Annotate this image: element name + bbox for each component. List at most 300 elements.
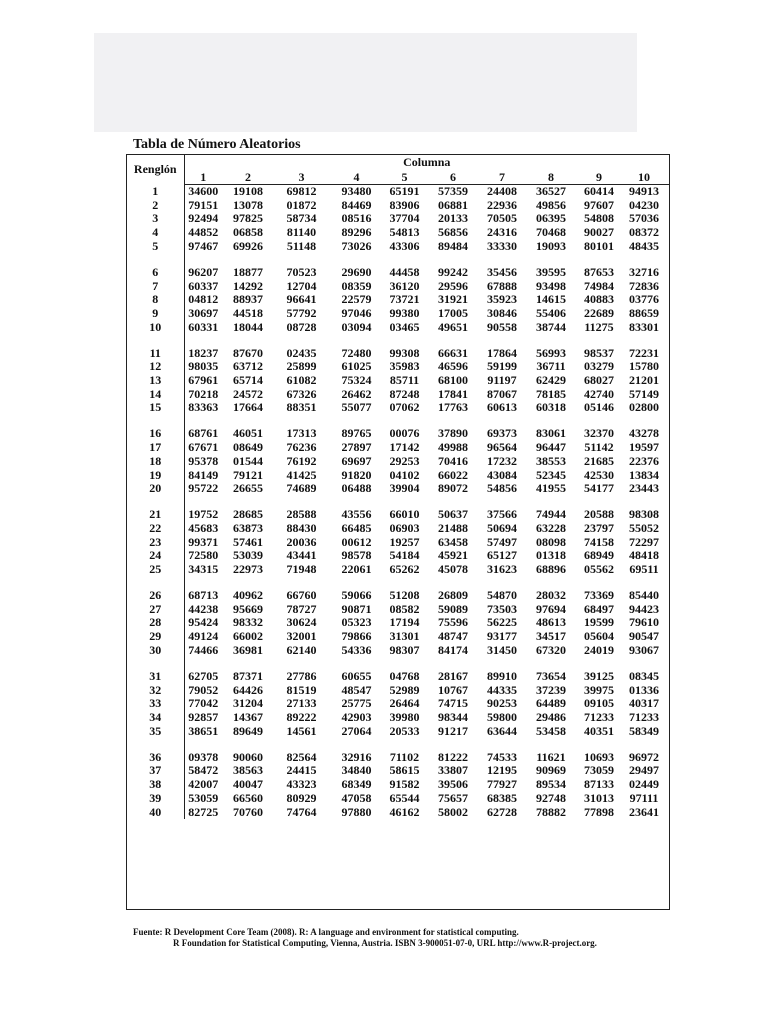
table-cell: 37890 [438,426,468,441]
table-cell: 88351 [286,400,317,415]
table-cell: 17232 [487,453,517,468]
table-cell: 38563 [233,763,263,778]
table-cell: 84149 [188,467,219,482]
table-cell: 08359 [341,278,372,293]
table-cell: 83301 [629,319,659,334]
table-row [127,307,669,321]
table-cell: 52989 [389,682,420,697]
row-number-cell: 16 [127,427,184,441]
table-cell: 50637 [438,507,468,522]
group-spacer-row [127,334,669,346]
table-cell: 65262 [389,562,420,577]
table-cell: 98308 [629,507,659,522]
table-cell: 97880 [341,804,372,819]
table-cell: 66022 [438,467,468,482]
row-number-cell: 26 [127,589,184,603]
table-cell: 99371 [188,534,219,549]
table-row [127,508,669,522]
table-cell: 96564 [487,440,517,455]
table-cell: 08582 [389,601,420,616]
table-cell: 00076 [389,426,420,441]
table-cell: 91217 [438,723,468,738]
table-row [127,455,669,469]
row-number-cell: 21 [127,508,184,522]
table-cell: 57149 [629,386,659,401]
table-cell: 88659 [629,305,659,320]
table-cell: 66560 [233,790,263,805]
table-cell: 73026 [341,238,372,253]
table-cell: 95378 [188,453,219,468]
table-cell: 43556 [341,507,372,522]
table-cell: 48547 [341,682,372,697]
table-cell: 54870 [487,588,517,603]
table-cell: 04230 [629,197,659,212]
table-cell: 92857 [188,709,219,724]
table-cell: 42530 [584,467,614,482]
source-footnote [133,927,597,949]
table-cell: 90547 [629,629,659,644]
table-cell: 73721 [389,292,420,307]
table-row [127,644,669,658]
table-cell: 67320 [536,642,566,657]
table-cell: 54856 [487,481,517,496]
table-row [127,563,669,577]
table-cell: 24408 [487,184,517,198]
table-cell: 99242 [438,264,468,279]
table-cell: 77927 [487,777,517,792]
table-cell: 82564 [286,749,317,764]
table-cell: 79866 [341,629,372,644]
table-cell: 27786 [286,668,317,683]
spacer-cell [184,334,669,346]
table-cell: 17864 [487,345,517,360]
table-cell: 81140 [286,225,317,240]
row-number-cell: 35 [127,725,184,739]
table-cell: 31450 [487,642,517,657]
table-cell: 66760 [286,588,317,603]
table-row [127,670,669,684]
table-cell: 74533 [487,749,517,764]
table-cell: 98332 [233,615,263,630]
table-cell: 91582 [389,777,420,792]
table-cell: 77042 [188,696,219,711]
row-number-cell: 10 [127,321,184,335]
column-number-header: 10 [619,170,669,185]
page-title: Tabla de Número Aleatorios [133,137,301,152]
table-cell: 53059 [188,790,219,805]
table-cell: 03094 [341,319,372,334]
spacer-cell [127,738,184,750]
table-cell: 89484 [438,238,468,253]
table-cell: 05562 [584,562,614,577]
row-number-cell: 34 [127,711,184,725]
table-cell: 28167 [438,668,468,683]
table-cell: 66485 [341,520,372,535]
table-cell: 60318 [536,400,566,415]
table-cell: 27133 [286,696,317,711]
row-number-cell: 2 [127,199,184,213]
table-cell: 17664 [233,400,263,415]
table-cell: 61025 [341,359,372,374]
table-cell: 54177 [584,481,614,496]
table-cell: 26809 [438,588,468,603]
table-cell: 15780 [629,359,659,374]
table-cell: 93067 [629,642,659,657]
table-cell: 22061 [341,562,372,577]
table-cell: 59800 [487,709,517,724]
table-cell: 42007 [188,777,219,792]
table-cell: 08372 [629,225,659,240]
table-cell: 89072 [438,481,468,496]
table-row [127,293,669,307]
column-number-header: 6 [425,170,481,185]
table-cell: 43306 [389,238,420,253]
table-cell: 68385 [487,790,517,805]
table-cell: 03279 [584,359,614,374]
table-cell: 13078 [233,197,263,212]
table-cell: 73503 [487,601,517,616]
table-row [127,388,669,402]
table-cell: 29690 [341,264,372,279]
table-cell: 69373 [487,426,517,441]
table-cell: 20588 [584,507,614,522]
table-cell: 63712 [233,359,263,374]
table-cell: 63873 [233,520,263,535]
table-cell: 29596 [438,278,468,293]
table-cell: 45921 [438,548,468,563]
column-number-header: 1 [184,170,222,185]
table-cell: 19752 [188,507,219,522]
row-number-cell: 28 [127,616,184,630]
table-cell: 51148 [286,238,317,253]
table-cell: 34840 [341,763,372,778]
table-cell: 72297 [629,534,659,549]
table-cell: 72231 [629,345,659,360]
table-cell: 43441 [286,548,317,563]
table-cell: 27064 [341,723,372,738]
table-cell: 56225 [487,615,517,630]
table-cell: 93480 [341,184,372,198]
table-cell: 25899 [286,359,317,374]
column-number-header: 3 [274,170,329,185]
table-cell: 51208 [389,588,420,603]
table-cell: 17763 [438,400,468,415]
table-cell: 46051 [233,426,263,441]
table-cell: 55052 [629,520,659,535]
table-cell: 95722 [188,481,219,496]
table-cell: 36981 [233,642,263,657]
table-cell: 26464 [389,696,420,711]
table-cell: 88937 [233,292,263,307]
table-cell: 98344 [438,709,468,724]
table-cell: 39595 [536,264,566,279]
table-cell: 74764 [286,804,317,819]
table-cell: 62705 [188,668,219,683]
table-row [127,616,669,630]
table-cell: 71102 [389,749,420,764]
table-cell: 57036 [629,211,659,226]
table-cell: 97607 [584,197,614,212]
table-cell: 71948 [286,562,317,577]
table-cell: 31921 [438,292,468,307]
table-row [127,630,669,644]
table-cell: 76192 [286,453,317,468]
table-cell: 17841 [438,386,468,401]
table-cell: 88430 [286,520,317,535]
table-cell: 08728 [286,319,317,334]
table-cell: 89296 [341,225,372,240]
table-cell: 81519 [286,682,317,697]
spacer-cell [127,334,184,346]
row-number-cell: 25 [127,563,184,577]
table-cell: 29253 [389,453,420,468]
table-cell: 87371 [233,668,263,683]
table-cell: 59199 [487,359,517,374]
table-cell: 68896 [536,562,566,577]
table-cell: 49124 [188,629,219,644]
column-number-header: 7 [481,170,523,185]
table-cell: 75324 [341,373,372,388]
row-number-cell: 39 [127,792,184,806]
table-cell: 08345 [629,668,659,683]
table-cell: 94913 [629,184,659,198]
table-cell: 42903 [341,709,372,724]
table-cell: 28588 [286,507,317,522]
table-cell: 69511 [629,562,659,577]
table-cell: 57461 [233,534,263,549]
column-number-header: 2 [222,170,274,185]
table-cell: 09105 [584,696,614,711]
table-cell: 64426 [233,682,263,697]
table-cell: 39125 [584,668,614,683]
table-row [127,684,669,698]
table-cell: 69697 [341,453,372,468]
footnote-line-2: R Foundation for Statistical Computing, Vienna, Austria. ISBN 3-900051-07-0, URL http://www.R-project.org. [173,938,597,948]
table-cell: 68100 [438,373,468,388]
table-cell: 31013 [584,790,614,805]
table-cell: 21201 [629,373,659,388]
table-cell: 01544 [233,453,263,468]
table-cell: 62728 [487,804,517,819]
table-cell: 11621 [536,749,566,764]
table-cell: 04102 [389,467,420,482]
table-cell: 58615 [389,763,420,778]
table-cell: 17005 [438,305,468,320]
table-row [127,240,669,254]
table-cell: 32001 [286,629,317,644]
table-cell: 18044 [233,319,263,334]
table-cell: 40962 [233,588,263,603]
table-cell: 74715 [438,696,468,711]
table-cell: 81222 [438,749,468,764]
table-cell: 35983 [389,359,420,374]
table-cell: 70416 [438,453,468,468]
table-cell: 74944 [536,507,566,522]
table-cell: 67961 [188,373,219,388]
table-cell: 44458 [389,264,420,279]
table-cell: 92748 [536,790,566,805]
table-cell: 40883 [584,292,614,307]
table-cell: 24316 [487,225,517,240]
table-cell: 19257 [389,534,420,549]
table-cell: 00612 [341,534,372,549]
table-cell: 31204 [233,696,263,711]
table-cell: 54808 [584,211,614,226]
table-cell: 90253 [487,696,517,711]
table-cell: 08516 [341,211,372,226]
table-cell: 56856 [438,225,468,240]
table-cell: 22376 [629,453,659,468]
table-cell: 40047 [233,777,263,792]
spacer-cell [127,254,184,266]
table-cell: 20133 [438,211,468,226]
table-row [127,226,669,240]
table-cell: 41425 [286,467,317,482]
table-cell: 30697 [188,305,219,320]
table-cell: 14367 [233,709,263,724]
table-cell: 34600 [188,184,219,198]
table-cell: 40351 [584,723,614,738]
table-row [127,374,669,388]
table-cell: 06881 [438,197,468,212]
table-cell: 60331 [188,319,219,334]
table-cell: 22973 [233,562,263,577]
table-cell: 03776 [629,292,659,307]
row-number-cell: 1 [127,185,184,199]
row-number-cell: 27 [127,603,184,617]
table-cell: 34315 [188,562,219,577]
table-cell: 36527 [536,184,566,198]
table-cell: 01336 [629,682,659,697]
row-number-cell: 33 [127,697,184,711]
table-cell: 93177 [487,629,517,644]
table-cell: 87653 [584,264,614,279]
table-cell: 89222 [286,709,317,724]
table-cell: 10767 [438,682,468,697]
table-cell: 60337 [188,278,219,293]
table-cell: 89910 [487,668,517,683]
table-cell: 08098 [536,534,566,549]
table-cell: 20533 [389,723,420,738]
table-cell: 39904 [389,481,420,496]
table-cell: 30624 [286,615,317,630]
table-cell: 63228 [536,520,566,535]
table-cell: 84174 [438,642,468,657]
table-cell: 22689 [584,305,614,320]
spacer-cell [184,738,669,750]
table-cell: 97111 [629,790,659,805]
table-row [127,469,669,483]
table-cell: 49856 [536,197,566,212]
table-cell: 36120 [389,278,420,293]
table-cell: 06488 [341,481,372,496]
table-cell: 75596 [438,615,468,630]
table-cell: 53458 [536,723,566,738]
row-number-cell: 20 [127,482,184,496]
table-cell: 59066 [341,588,372,603]
table-cell: 82725 [188,804,219,819]
row-number-cell: 12 [127,360,184,374]
table-cell: 95424 [188,615,219,630]
table-cell: 28032 [536,588,566,603]
table-cell: 29497 [629,763,659,778]
footnote-line-1: Fuente: R Development Core Team (2008). R: A language and environment for statistical computing. [133,927,519,937]
table-cell: 14292 [233,278,263,293]
table-cell: 05604 [584,629,614,644]
table-cell: 74689 [286,481,317,496]
table-cell: 78185 [536,386,566,401]
table-cell: 98035 [188,359,219,374]
table-cell: 06903 [389,520,420,535]
row-number-cell: 3 [127,212,184,226]
table-row [127,280,669,294]
table-cell: 05323 [341,615,372,630]
table-cell: 18237 [188,345,219,360]
random-number-table [126,154,670,910]
table-cell: 01318 [536,548,566,563]
table-cell: 33807 [438,763,468,778]
table-cell: 80929 [286,790,317,805]
table-cell: 85440 [629,588,659,603]
table-cell: 17313 [286,426,317,441]
table-cell: 29486 [536,709,566,724]
row-number-cell: 37 [127,764,184,778]
table-cell: 90558 [487,319,517,334]
table-cell: 46596 [438,359,468,374]
table-row [127,401,669,415]
table-cell: 72836 [629,278,659,293]
table-cell: 11275 [584,319,614,334]
table-cell: 79151 [188,197,219,212]
table-row [127,321,669,335]
table-cell: 80101 [584,238,614,253]
table-row [127,603,669,617]
table-cell: 12704 [286,278,317,293]
row-number-cell: 13 [127,374,184,388]
table-cell: 45683 [188,520,219,535]
table-cell: 17142 [389,440,420,455]
table-cell: 78882 [536,804,566,819]
table-cell: 19093 [536,238,566,253]
row-number-cell: 36 [127,751,184,765]
table-cell: 38651 [188,723,219,738]
row-number-cell: 7 [127,280,184,294]
table-row [127,725,669,739]
table-cell: 12195 [487,763,517,778]
table-cell: 44238 [188,601,219,616]
table-cell: 63644 [487,723,517,738]
table-cell: 32370 [584,426,614,441]
table-cell: 38553 [536,453,566,468]
table-cell: 65127 [487,548,517,563]
table-row [127,212,669,226]
table-cell: 13834 [629,467,659,482]
table-cell: 37566 [487,507,517,522]
table-cell: 98307 [389,642,420,657]
table-cell: 60613 [487,400,517,415]
table-cell: 96447 [536,440,566,455]
table-cell: 42740 [584,386,614,401]
table-cell: 02435 [286,345,317,360]
table-cell: 31301 [389,629,420,644]
table-row [127,549,669,563]
table-cell: 83906 [389,197,420,212]
table-cell: 23641 [629,804,659,819]
table-cell: 67326 [286,386,317,401]
row-number-cell: 29 [127,630,184,644]
column-number-header: 4 [329,170,384,185]
table-cell: 40317 [629,696,659,711]
